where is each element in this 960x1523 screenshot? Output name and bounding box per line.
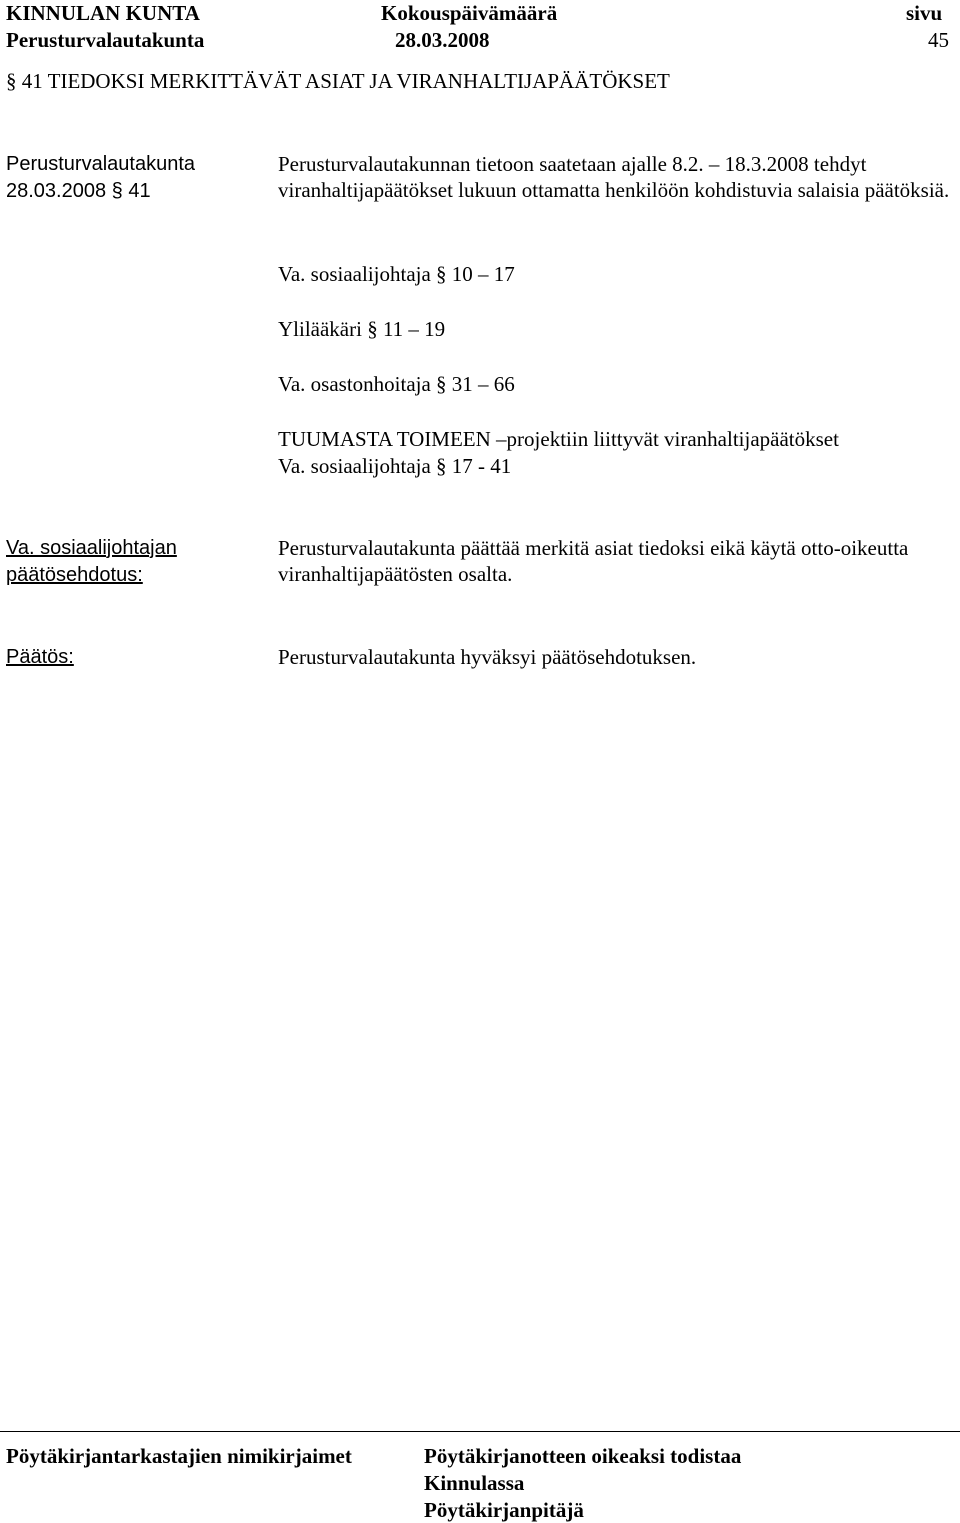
- proposal-label-line2: päätösehdotus:: [6, 564, 143, 586]
- intro-paragraph: Perusturvalautakunnan tietoon saatetaan ajalle 8.2. – 18.3.2008 tehdyt viranhaltijapäätökset lukuun ottamatta henkilöön kohdistuvia salaisia päätöksiä.: [278, 152, 950, 202]
- footer-divider: [0, 1431, 960, 1432]
- decision-list-item: Va. osastonhoitaja § 31 – 66: [278, 372, 515, 396]
- inspectors-initials-label: Pöytäkirjantarkastajien nimikirjaimet: [6, 1444, 352, 1468]
- section-title: § 41 TIEDOKSI MERKITTÄVÄT ASIAT JA VIRANHALTIJAPÄÄTÖKSET: [6, 69, 670, 93]
- municipality-name: KINNULAN KUNTA: [6, 1, 200, 25]
- project-decisions: Va. sosiaalijohtaja § 17 - 41: [278, 454, 512, 478]
- reference-meeting: 28.03.2008 § 41: [6, 180, 151, 202]
- page-label: sivu: [906, 1, 943, 25]
- record-keeper-label: Pöytäkirjanpitäjä: [424, 1498, 584, 1522]
- page-number: 45: [928, 28, 949, 52]
- board-name: Perusturvalautakunta: [6, 28, 205, 52]
- project-title: TUUMASTA TOIMEEN –projektiin liittyvät viranhaltijapäätökset: [278, 427, 839, 451]
- place-label: Kinnulassa: [424, 1471, 525, 1495]
- proposal-text: Perusturvalautakunta päättää merkitä asiat tiedoksi eikä käytä otto-oikeutta viranhaltijapäätösten osalta.: [278, 536, 909, 586]
- decision-text: Perusturvalautakunta hyväksyi päätösehdotuksen.: [278, 645, 697, 669]
- meeting-date-label: Kokouspäivämäärä: [381, 1, 558, 25]
- meeting-date: 28.03.2008: [395, 28, 490, 52]
- decision-label: Päätös:: [6, 646, 74, 668]
- reference-board: Perusturvalautakunta: [6, 153, 196, 175]
- proposal-label-line1: Va. sosiaalijohtajan: [6, 537, 177, 559]
- decision-list-item: Va. sosiaalijohtaja § 10 – 17: [278, 262, 515, 286]
- certification-label: Pöytäkirjanotteen oikeaksi todistaa: [424, 1444, 742, 1468]
- decision-list-item: Ylilääkäri § 11 – 19: [278, 317, 446, 341]
